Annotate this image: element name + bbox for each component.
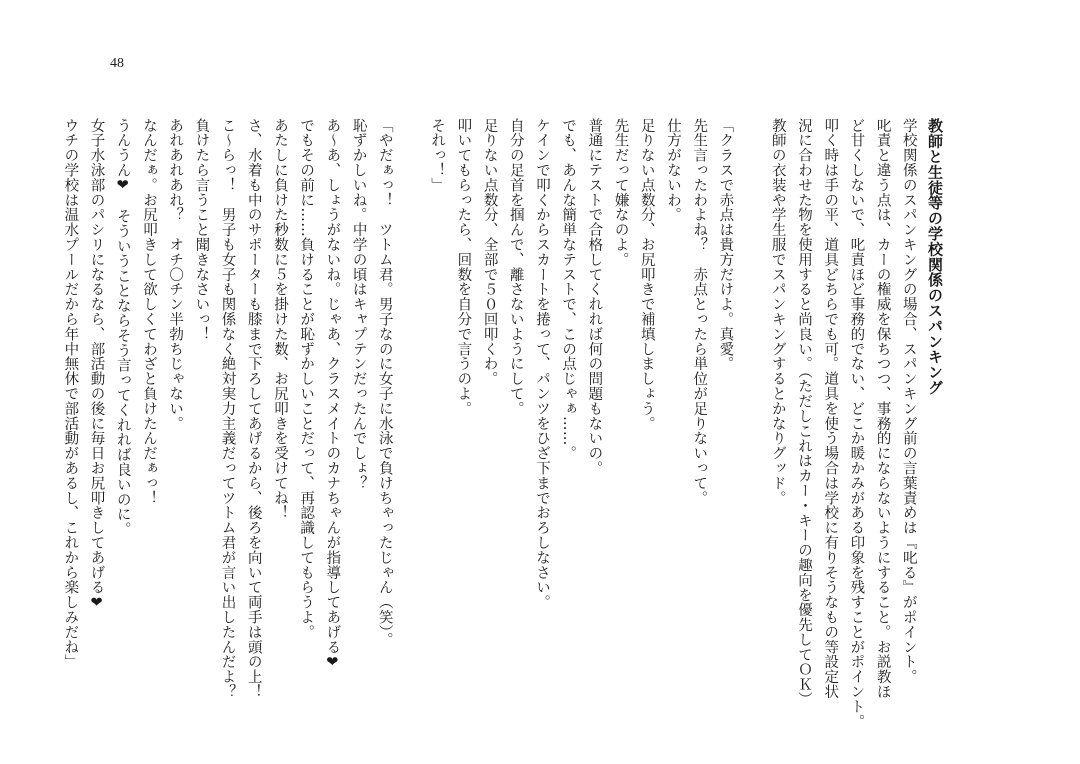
dialogue-line: 恥ずかしいね。中学の頃はキャプテンだったんでしょ？ [350, 118, 367, 491]
dialogue-line: 「クラスで赤点は貴方だけよ。真愛。 [717, 118, 734, 372]
paragraph-gap [738, 118, 764, 658]
dialogue-line: 先生言ったわよね？ 赤点とったら単位が足りないって。 [691, 118, 708, 506]
section-teacher-dialogue [424, 118, 738, 658]
dialogue-line: ウチの学校は温水プールだから年中無休で部活動があるし、これから楽しみだね」 [62, 118, 79, 670]
body-line: ど甘くしないで、叱責ほど事務的でない、どこか暖かみがある印象を残すことがポイント。 [848, 118, 865, 729]
dialogue-line: でも、あんな簡単なテストで、この点じゃぁ……。 [560, 118, 577, 461]
dialogue-line: 仕方がないわ。 [664, 118, 681, 223]
body-line: 叩く時は手の平、道具どちらでも可。道具を使う場合は学校に有りそうなもの等設定状 [822, 118, 839, 700]
dialogue-line: 負けたら言うこと聞きなさいっ！ [193, 118, 210, 342]
dialogue-line: 足りない点数分、全部で５０回叩くわ。 [481, 118, 498, 387]
section-intro [765, 118, 948, 729]
paragraph-gap [398, 118, 424, 658]
dialogue-line: 自分の足首を掴んで、離さないようにして。 [507, 118, 524, 416]
dialogue-line: あ〜あ、しょうがないね。じゃあ、クラスメイトのカナちゃんが指導してあげる❤ [324, 118, 341, 671]
dialogue-line: あたしに負けた秒数に５を掛けた数、お尻叩きを受けてね！ [271, 118, 288, 521]
dialogue-line: なんだぁ。お尻叩きして欲しくてわざと負けたんだぁっ！ [140, 118, 157, 506]
dialogue-line: 女子水泳部のパシリになるなら、部活動の後に毎日お尻叩きしてあげる❤ [88, 118, 105, 612]
dialogue-line: 叩いてもらったら、回数を自分で言うのよ。 [455, 118, 472, 416]
page-number: 48 [110, 56, 124, 71]
dialogue-line: こ〜らっ！ 男子も女子も関係なく絶対実力主義だってツトム君が言い出したんだよ？ [219, 118, 236, 700]
vertical-text-body [57, 118, 948, 729]
body-line: 況に合わせた物を使用すると尚良い。（ただしこれはカー・キーの趣向を優先してＯＫ） [795, 118, 812, 707]
dialogue-line: 「やだぁっ！ ツトム君。男子なのに女子に水泳で負けちゃったじゃん（笑）。 [376, 118, 393, 648]
body-line: 教師の衣装や学生服でスパンキングするとかなりグッド。 [769, 118, 786, 506]
section-title: 教師と生徒等の学校関係のスパンキング [926, 118, 944, 396]
dialogue-line: 先生だって嫌なのよ。 [612, 118, 629, 267]
dialogue-line: 足りない点数分、お尻叩きで補填しましょう。 [638, 118, 655, 431]
dialogue-line: あれあれあれ？ オチ〇チン半勃ちじゃない。 [167, 118, 184, 431]
dialogue-line: うんうん❤ そういうことならそう言ってくれれば良いのに。 [114, 118, 131, 537]
body-line: 学校関係のスパンキングの場合、スパンキング前の言葉責めは『叱る』がポイント。 [900, 118, 917, 685]
dialogue-line: 普通にテストで合格してくれれば何の問題もないの。 [586, 118, 603, 476]
section-student-dialogue [57, 118, 398, 700]
body-line: 叱責と違う点は、カーの権威を保ちつつ、事務的にならないようにすること。お説教ほ [874, 118, 891, 700]
dialogue-line: でもその前に……負けることが恥ずかしいことだって、再認識してもらうよ。 [298, 118, 315, 640]
dialogue-line: さ、水着も中のサポーターも膝まで下ろしてあげるから、後ろを向いて両手は頭の上！ [245, 118, 262, 700]
dialogue-line: ケインで叩くからスカートを捲って、パンツをひざ下までおろしなさい。 [533, 118, 550, 610]
dialogue-line: それっ！」 [429, 118, 446, 193]
